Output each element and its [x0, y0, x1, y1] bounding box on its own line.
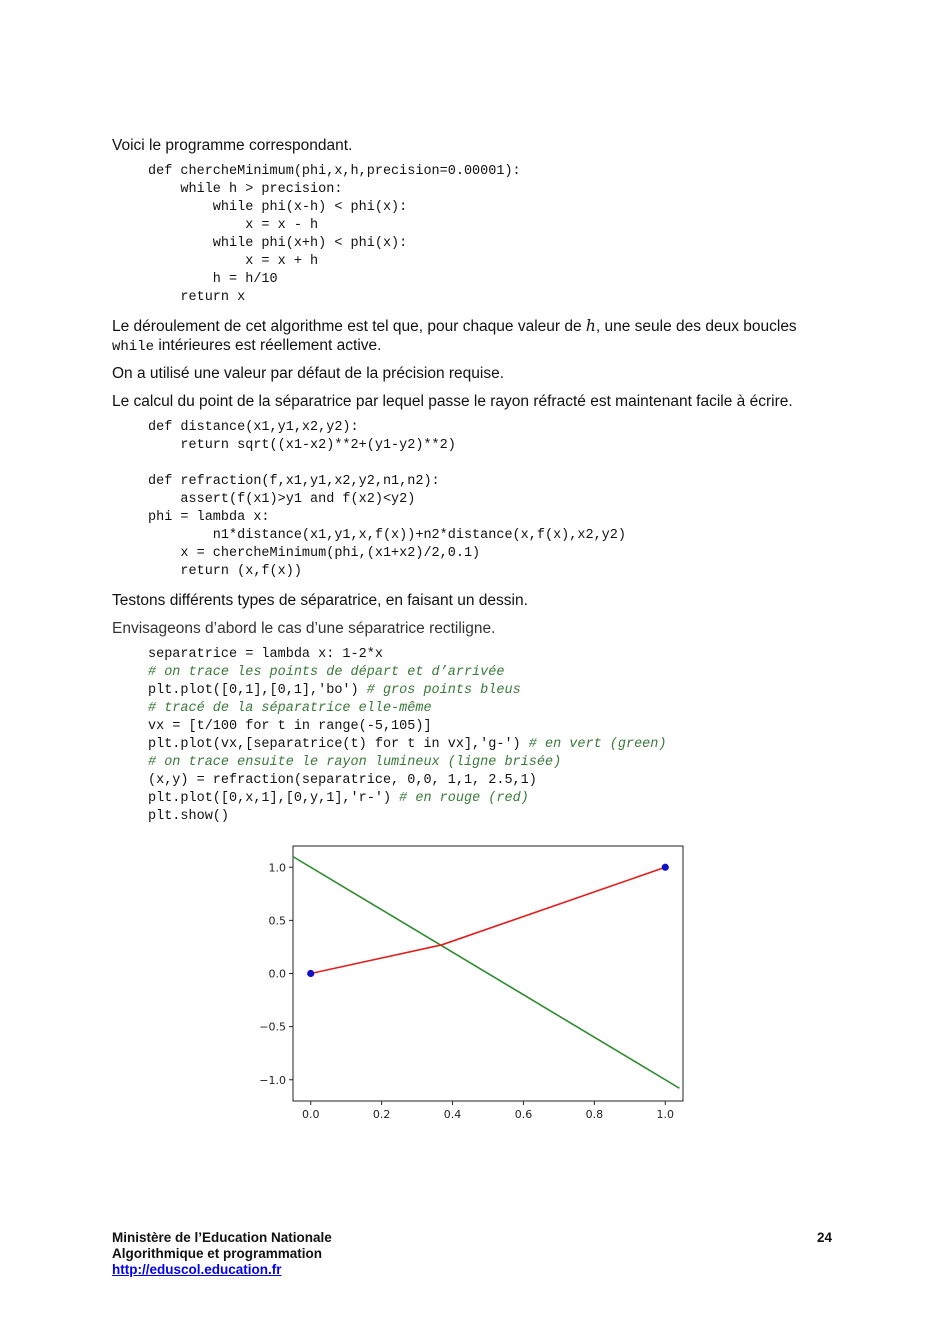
code-line [148, 754, 667, 772]
code-line: x = x + h [148, 254, 319, 269]
code-line [148, 808, 667, 826]
code-block-cherche-minimum [148, 163, 521, 307]
code-text: plt.plot([0,x,1],[0,y,1],'r-') [148, 791, 400, 806]
code-text: (x,y) = refraction(separatrice, 0,0, 1,1, 2.5,1) [148, 773, 537, 788]
para-text-line2: intérieures est réellement active. [154, 337, 382, 354]
code-word-while: while [112, 339, 155, 355]
code-text: separatrice = lambda x: 1-2*x [148, 647, 383, 662]
series-point [307, 970, 314, 977]
footer-link-wrap [112, 1262, 282, 1278]
x-tick-label: 0.0 [301, 1108, 320, 1121]
code-line: def chercheMinimum(phi,x,h,precision=0.00001): [148, 164, 521, 179]
paragraph-envisageons: Envisageons d’abord le cas d’une séparatrice rectiligne. [112, 620, 496, 637]
x-tick-label: 0.8 [585, 1108, 604, 1121]
code-line: def refraction(f,x1,y1,x2,y2,n1,n2): [148, 474, 440, 489]
x-tick-label: 0.6 [514, 1108, 533, 1121]
line-chart [248, 838, 698, 1128]
paragraph-testons: Testons différents types de séparatrice, en faisant un dessin. [112, 592, 528, 609]
y-tick-label: 1.0 [268, 861, 286, 875]
series-point [662, 864, 669, 871]
code-line: return (x,f(x)) [148, 564, 302, 579]
code-comment: # tracé de la séparatrice elle-même [148, 701, 432, 716]
code-line: x = x - h [148, 218, 319, 233]
para-text: Le déroulement de cet algorithme est tel que, pour chaque valeur de [112, 318, 586, 335]
code-line: while phi(x+h) < phi(x): [148, 236, 408, 251]
paragraph-precision: On a utilisé une valeur par défaut de la précision requise. [112, 365, 505, 382]
code-line: while phi(x-h) < phi(x): [148, 200, 408, 215]
code-comment: # on trace ensuite le rayon lumineux (ligne brisée) [148, 755, 562, 770]
code-text: vx = [t/100 for t in range(-5,105)] [148, 719, 432, 734]
intro-text: Voici le programme correspondant. [112, 137, 353, 154]
paragraph-deroulement-line2 [112, 336, 381, 357]
code-comment: # gros points bleus [366, 683, 521, 698]
code-text: plt.plot(vx,[separatrice(t) for t in vx],'g-') [148, 737, 529, 752]
var-h: h [585, 317, 596, 335]
code-line [148, 772, 667, 790]
y-tick-label: −1.0 [259, 1073, 286, 1087]
code-line: return x [148, 290, 246, 305]
code-line [148, 718, 667, 736]
paragraph-deroulement [112, 316, 797, 337]
code-comment: # on trace les points de départ et d’arrivée [148, 665, 505, 680]
footer-ministry: Ministère de l’Education Nationale [112, 1230, 332, 1245]
x-tick-label: 0.4 [443, 1108, 462, 1121]
code-line: h = h/10 [148, 272, 278, 287]
code-text: plt.show() [148, 809, 230, 824]
code-line: return sqrt((x1-x2)**2+(y1-y2)**2) [148, 438, 456, 453]
footer-subject: Algorithmique et programmation [112, 1246, 323, 1261]
page-number: 24 [816, 1230, 832, 1245]
code-line [148, 646, 667, 664]
code-line [148, 682, 667, 700]
y-tick-label: 0.0 [268, 967, 286, 981]
code-line: phi = lambda x: [148, 510, 270, 525]
code-line: n1*distance(x1,y1,x,f(x))+n2*distance(x,f(x),x2,y2) [148, 528, 626, 543]
x-tick-label: 0.2 [372, 1108, 391, 1121]
code-comment: # en rouge (red) [399, 791, 529, 806]
code-comment: # en vert (green) [528, 737, 667, 752]
code-block-refraction [148, 419, 626, 581]
code-line [148, 455, 626, 473]
code-line: while h > precision: [148, 182, 343, 197]
eduscol-link[interactable]: http://eduscol.education.fr [112, 1262, 282, 1277]
code-line: x = chercheMinimum(phi,(x1+x2)/2,0.1) [148, 546, 481, 561]
code-line [148, 664, 667, 682]
para-text-end: , une seule des deux boucles [595, 318, 797, 335]
y-tick-label: −0.5 [259, 1020, 286, 1034]
paragraph-calcul: Le calcul du point de la séparatrice par lequel passe le rayon réfracté est maintenant facile à écrire. [112, 393, 793, 410]
code-block-plot [148, 646, 667, 826]
code-line: def distance(x1,y1,x2,y2): [148, 420, 359, 435]
x-tick-label: 1.0 [656, 1108, 675, 1121]
code-text: plt.plot([0,1],[0,1],'bo') [148, 683, 367, 698]
y-tick-label: 0.5 [268, 914, 286, 928]
code-line: assert(f(x1)>y1 and f(x2)<y2) [148, 492, 416, 507]
code-line [148, 790, 667, 808]
code-line [148, 700, 667, 718]
code-line [148, 736, 667, 754]
